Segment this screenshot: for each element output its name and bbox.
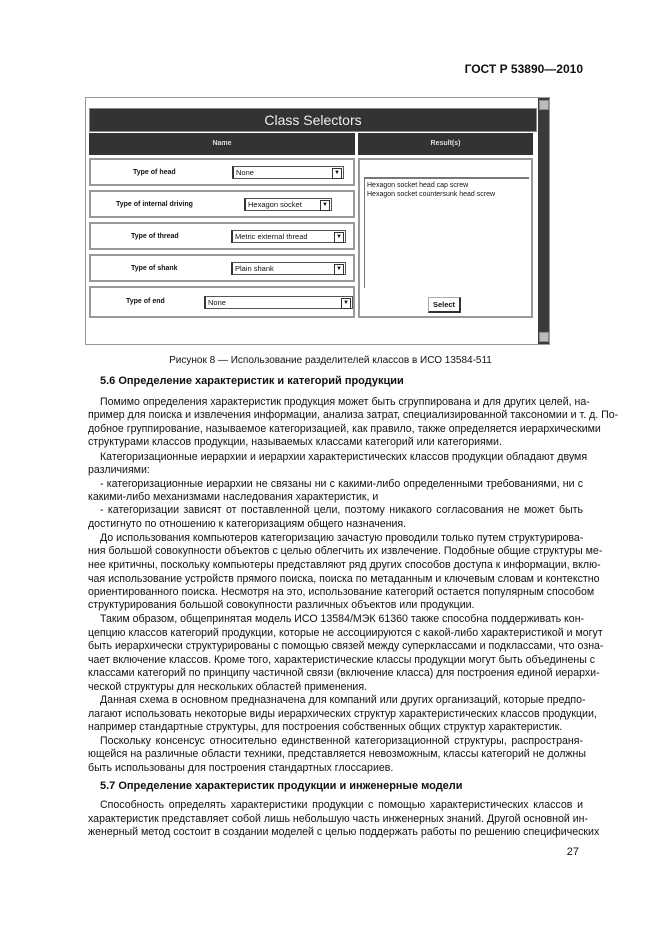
figure-caption: Рисунок 8 — Использование разделителей классов в ИСО 13584-511 <box>169 355 492 366</box>
select-value: Metric external thread <box>235 232 308 241</box>
text-line: ющейся на различные области техники, представляется невозможным, классы категорий не должны <box>88 748 586 760</box>
text-line: лагают использовать некоторые виды иерархических структур характеристических классов продукции, <box>88 708 597 720</box>
scrollbar[interactable] <box>538 98 549 344</box>
chevron-down-icon: ▼ <box>341 298 351 309</box>
chevron-down-icon: ▼ <box>334 232 344 243</box>
text-line: Таким образом, общепринятая модель ИСО 13584/МЭК 61360 также способна поддерживать кон- <box>100 613 585 625</box>
text-line: нее критичны, поскольку компьютеры представляют ряд других способов доступа к информации, вклю- <box>88 559 601 571</box>
selector-row <box>89 254 355 282</box>
scroll-down-icon[interactable] <box>539 332 549 342</box>
text-line: характеристик представляет собой лишь небольшую часть инженерных знаний. Другой основной ин- <box>88 813 589 825</box>
end-type-select[interactable] <box>204 296 353 309</box>
class-selectors-figure <box>85 97 550 345</box>
text-line: чает включение классов. Кроме того, характеристические классы продукции могут быть объединены с <box>88 654 596 666</box>
chevron-down-icon: ▼ <box>334 264 344 275</box>
selector-label: Type of internal driving <box>116 201 193 208</box>
selector-label: Type of end <box>126 298 165 305</box>
text-line: Способность определять характеристики продукции с помощью характеристических классов и <box>100 799 583 811</box>
results-panel <box>358 158 533 318</box>
text-line: ориентированного поиска. Несмотря на это, использование категорий остается популярным способом <box>88 586 595 598</box>
text-line: ческой структуры для нескольких областей применения. <box>88 681 368 693</box>
head-type-select[interactable] <box>232 166 344 179</box>
page-number: 27 <box>566 846 579 858</box>
text-line: какими-либо механизмами наследования характеристик, и <box>88 491 379 503</box>
text-line: классами категорий по принципу частичной связи (включение класса) для построения единой иерархи- <box>88 667 600 679</box>
text-line: Категоризационные иерархии и иерархии характеристических классов продукции обладают двумя <box>100 451 588 463</box>
text-line: До использования компьютеров категоризацию зачастую проводили только путем структурирова- <box>100 532 584 544</box>
chevron-down-icon: ▼ <box>320 200 330 211</box>
result-column-header: Result(s) <box>358 133 533 155</box>
thread-type-select[interactable] <box>231 230 346 243</box>
select-button[interactable]: Select <box>428 297 461 313</box>
text-line: Данная схема в основном предназначена для компаний или других организаций, которые предпо- <box>100 694 586 706</box>
text-line: быть иерархически структурированы с помощью связей между суперклассами и подклассами, что озна- <box>88 640 604 652</box>
text-line: Поскольку консенсус относительно единственной категоризационной структуры, распространя- <box>100 735 583 747</box>
text-line: - категоризационные иерархии не связаны ни с какими-либо определенными требованиями, ни с <box>100 478 583 490</box>
text-line: женерный метод состоит в создании моделей с целью поддержать работы по решению специфических <box>88 826 600 838</box>
results-list[interactable] <box>364 177 529 288</box>
selector-row <box>89 158 355 186</box>
selector-label: Type of head <box>133 169 176 176</box>
selector-label: Type of shank <box>131 265 178 272</box>
select-value: None <box>236 168 254 177</box>
text-line: структурирования большой совокупности различных объектов или продукции. <box>88 599 475 611</box>
text-line: достигнуто по отношению к категоризациям общего назначения. <box>88 518 407 530</box>
text-line: например стандартные структуры, для построения собственных общих структур характеристик. <box>88 721 563 733</box>
text-line: структурами классов продукции, называемых классами категорий или категориями. <box>88 436 502 448</box>
internal-driving-select[interactable] <box>244 198 332 211</box>
select-value: Hexagon socket <box>248 200 302 209</box>
text-line: чая использование устройств прямого поиска, поиска по метаданным и ключевым словам и контекстно <box>88 573 600 585</box>
select-value: Plain shank <box>235 264 274 273</box>
text-line: - категоризации зависят от поставленной цели, поэтому никакого согласования не может быть <box>100 504 583 516</box>
select-value: None <box>208 298 226 307</box>
text-line: различиями: <box>88 464 150 476</box>
text-line: Помимо определения характеристик продукция может быть сгруппирована и для других целей, на- <box>100 396 590 408</box>
text-line: добное группирование, называемое категоризацией, как правило, также определяется иерархическими <box>88 423 601 435</box>
selector-row <box>89 190 355 218</box>
selector-label: Type of thread <box>131 233 179 240</box>
section-heading-5-7: 5.7 Определение характеристик продукции и инженерные модели <box>100 780 463 792</box>
text-line: пример для поиска и извлечения информации, анализа затрат, специализированной таксономии и т. д. По- <box>88 409 619 421</box>
shank-type-select[interactable] <box>231 262 346 275</box>
text-line: быть использованы для построения стандартных глоссариев. <box>88 762 394 774</box>
result-item[interactable]: Hexagon socket head cap screw <box>367 182 469 189</box>
name-column-header: Name <box>89 133 355 155</box>
figure-title: Class Selectors <box>89 108 537 132</box>
scroll-up-icon[interactable] <box>539 100 549 110</box>
standard-header: ГОСТ Р 53890—2010 <box>464 62 583 76</box>
chevron-down-icon: ▼ <box>332 168 342 179</box>
text-line: цепцию классов категорий продукции, которые не ассоциируются с какой-либо характеристикой и могут <box>88 627 603 639</box>
selector-row <box>89 286 355 318</box>
result-item[interactable]: Hexagon socket countersunk head screw <box>367 191 496 198</box>
selector-row <box>89 222 355 250</box>
section-heading-5-6: 5.6 Определение характеристик и категорий продукции <box>100 375 404 387</box>
text-line: ния большой совокупности объектов с целью облегчить их извлечение. Подобные общие структуры ме- <box>88 545 603 557</box>
